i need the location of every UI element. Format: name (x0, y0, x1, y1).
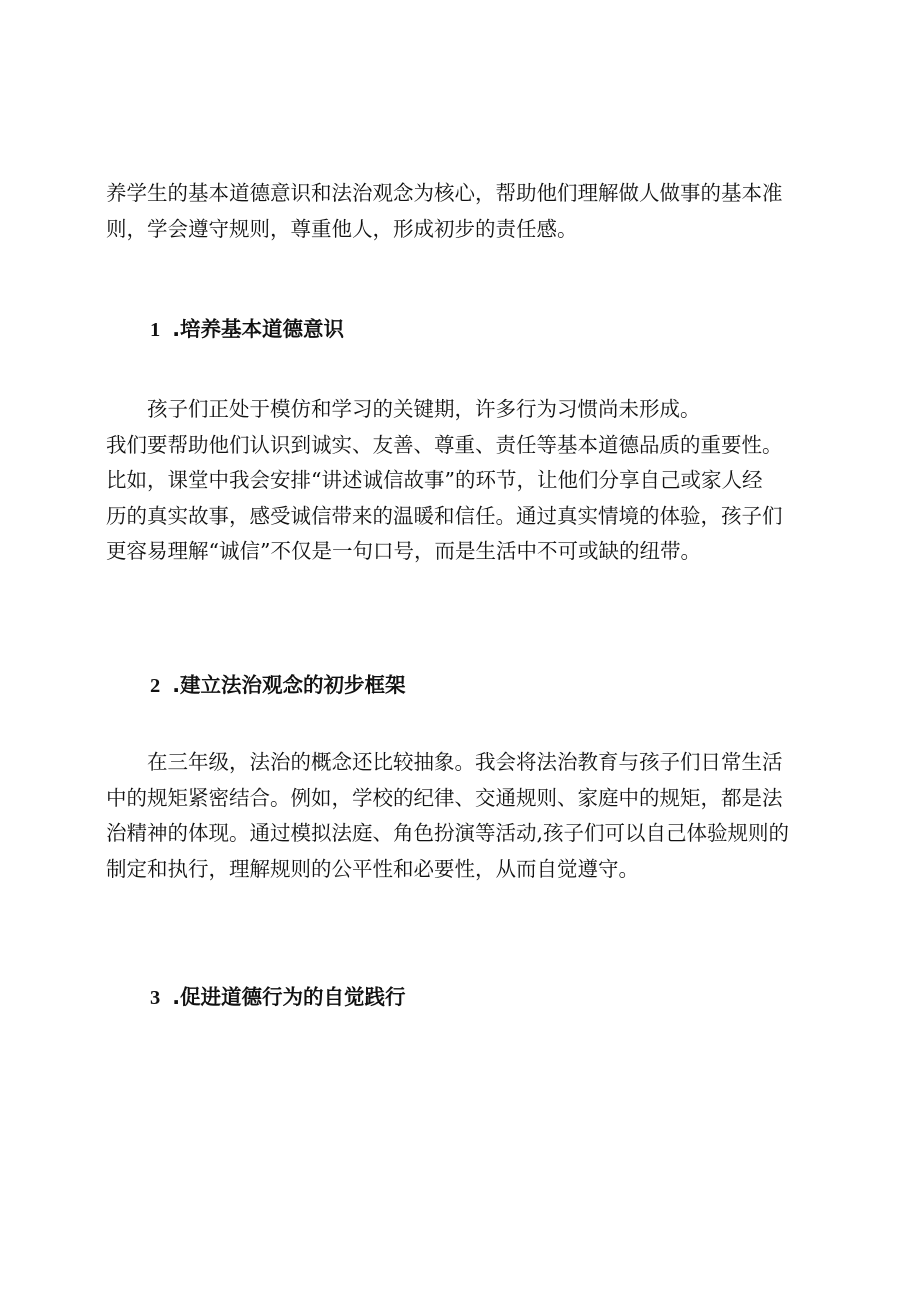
section-heading-3 (150, 982, 406, 1013)
paragraph-line: 孩子们正处于模仿和学习的关键期，许多行为习惯尚未形成。 (106, 397, 701, 421)
paragraph-line: 则，学会遵守规则，尊重他人，形成初步的责任感。 (106, 216, 578, 241)
section-1-paragraph (106, 392, 818, 570)
paragraph-line: 在三年级，法治的概念还比较抽象。我会将法治教育与孩子们日常生活 (106, 750, 783, 774)
paragraph-line: 历的真实故事，感受诚信带来的温暖和信任。通过真实情境的体验，孩子们 (106, 503, 783, 528)
section-number: 2 (150, 675, 161, 697)
section-title: .建立法治观念的初步框架 (172, 673, 406, 697)
section-title: .促进道德行为的自觉践行 (172, 985, 406, 1009)
paragraph-line: 养学生的基本道德意识和法治观念为核心，帮助他们理解做人做事的基本准 (106, 181, 783, 205)
section-heading-1 (150, 314, 344, 345)
intro-paragraph (106, 176, 818, 247)
paragraph-line: 中的规矩紧密结合。例如，学校的纪律、交通规则、家庭中的规矩，都是法 (106, 785, 783, 810)
section-heading-2 (150, 670, 406, 701)
paragraph-line: 制定和执行，理解规则的公平性和必要性，从而自觉遵守。 (106, 856, 639, 881)
section-title: .培养基本道德意识 (172, 317, 345, 341)
section-2-paragraph (106, 745, 818, 887)
paragraph-line: 我们要帮助他们认识到诚实、友善、尊重、责任等基本道德品质的重要性。 (106, 432, 783, 457)
section-number: 3 (150, 987, 161, 1009)
paragraph-line: 更容易理解“诚信”不仅是一句口号，而是生活中不可或缺的纽带。 (106, 539, 701, 563)
paragraph-line: 比如，课堂中我会安排“讲述诚信故事”的环节，让他们分享自己或家人经 (106, 468, 763, 492)
section-number: 1 (150, 319, 161, 341)
paragraph-line: 治精神的体现。通过模拟法庭、角色扮演等活动,孩子们可以自己体验规则的 (106, 821, 790, 845)
